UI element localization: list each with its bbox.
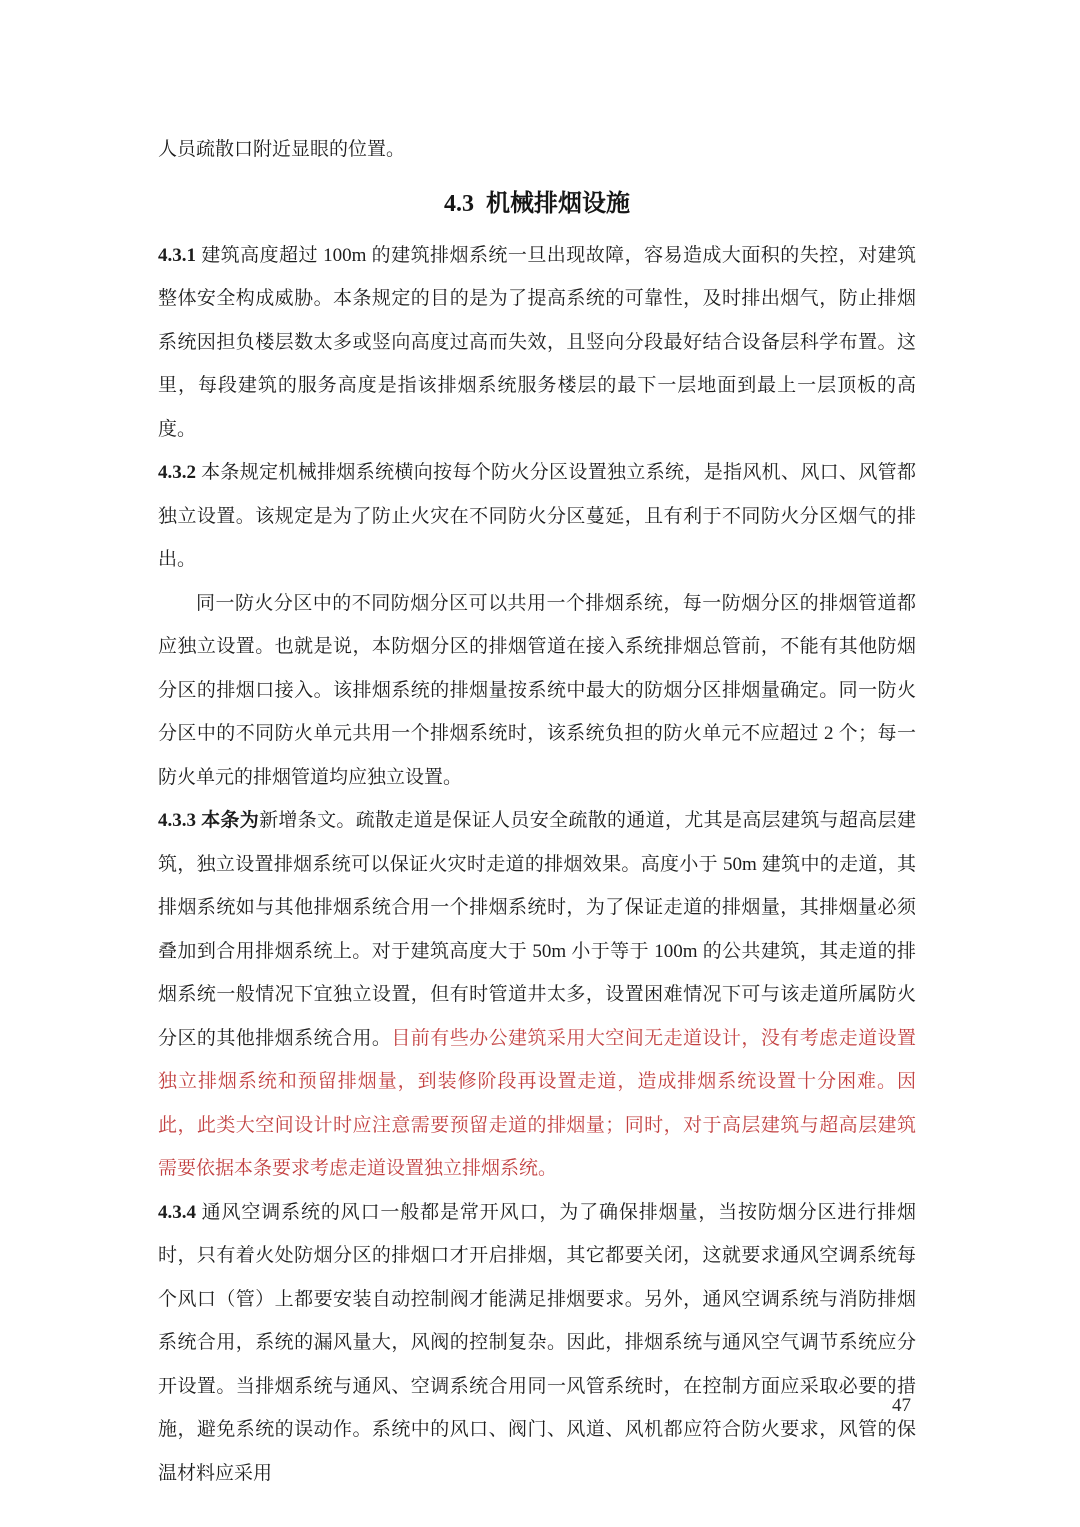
paragraph: [158, 234, 916, 452]
text-segment-normal: 建筑高度超过 100m 的建筑排烟系统一旦出现故障，容易造成大面积的失控，对建筑整体安全构成威胁。本条规定的目的是为了提高系统的可靠性，及时排出烟气，防止排烟系统因担负楼层数太多或竖向高度过高而失效，且竖向分段最好结合设备层科学布置。这里，每段建筑的服务高度是指该排烟系统服务楼层的最下一层地面到最上一层顶板的高度。: [158, 244, 917, 440]
carryover-text-line: 人员疏散口附近显眼的位置。: [158, 139, 406, 160]
text-segment-bold: 4.3.3 本条为: [158, 810, 260, 831]
text-segment-normal: 通风空调系统的风口一般都是常开风口，为了确保排烟量，当按防烟分区进行排烟时，只有着火处防烟分区的排烟口才开启排烟，其它都要关闭，这就要求通风空调系统每个风口（管）上都要安装自动控制阀才能满足排烟要求。另外，通风空调系统与消防排烟系统合用，系统的漏风量大，风阀的控制复杂。因此，排烟系统与通风空气调节系统应分开设置。当排烟系统与通风、空调系统合用同一风管系统时，在控制方面应采取必要的措施，避免系统的误动作。系统中的风口、阀门、风道、风机都应符合防火要求，风管的保温材料应采用: [158, 1201, 916, 1484]
text-segment-red: 目前有些办公建筑采用大空间无走道设计，没有考虑走道设置独立排烟系统和预留排烟量，到装修阶段再设置走道，造成排烟系统设置十分困难。因此，此类大空间设计时应注意需要预留走道的排烟量；同时，对于高层建筑与超高层建筑需要依据本条要求考虑走道设置独立排烟系统。: [158, 1027, 916, 1179]
text-segment-bold: 4.3.1: [158, 244, 202, 266]
body-paragraphs: [158, 234, 916, 1496]
text-segment-normal: 新增条文。疏散走道是保证人员安全疏散的通道，尤其是高层建筑与超高层建筑，独立设置排烟系统可以保证火灾时走道的排烟效果。高度小于 50m 建筑中的走道，其排烟系统如与其他排烟系统合用一个排烟系统时，为了保证走道的排烟量，其排烟量必须叠加到合用排烟系统上。对于建筑高度大于 50m 小于等于 100m 的公共建筑，其走道的排烟系统一般情况下宜独立设置，但有时管道井太多，设置困难情况下可与该走道所属防火分区的其他排烟系统合用。: [158, 810, 916, 1049]
text-segment-bold: 4.3.4: [158, 1201, 202, 1223]
page-content: [158, 128, 916, 1495]
paragraph: [158, 451, 916, 582]
paragraph: [158, 582, 916, 800]
page-number: 47: [892, 1395, 911, 1416]
paragraph: [158, 799, 916, 1191]
text-segment-normal: 同一防火分区中的不同防烟分区可以共用一个排烟系统，每一防烟分区的排烟管道都应独立设置。也就是说，本防烟分区的排烟管道在接入系统排烟总管前，不能有其他防烟分区的排烟口接入。该排烟系统的排烟量按系统中最大的防烟分区排烟量确定。同一防火分区中的不同防火单元共用一个排烟系统时，该系统负担的防火单元不应超过 2 个；每一防火单元的排烟管道均应独立设置。: [158, 592, 916, 788]
text-segment-normal: 本条规定机械排烟系统横向按每个防火分区设置独立系统，是指风机、风口、风管都独立设置。该规定是为了防止火灾在不同防火分区蔓延，且有利于不同防火分区烟气的排出。: [158, 462, 916, 570]
section-heading: 4.3 机械排烟设施: [444, 190, 630, 217]
text-segment-bold: 4.3.2: [158, 462, 202, 483]
paragraph: [158, 1191, 916, 1496]
